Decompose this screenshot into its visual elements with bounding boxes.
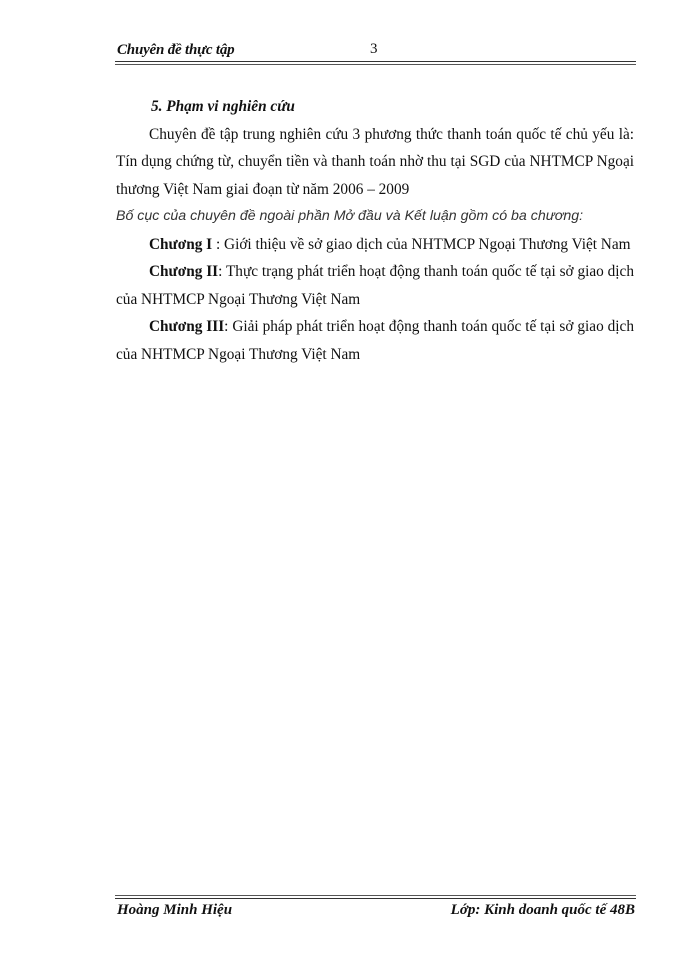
page-header	[117, 40, 635, 62]
page-footer	[117, 902, 635, 922]
chapter-1-paragraph	[116, 231, 634, 259]
section-heading: 5. Phạm vi nghiên cứu	[151, 98, 295, 115]
chapter-3-label: Chương III	[149, 318, 225, 335]
chapter-2-text: : Thực trạng phát triển hoạt động thanh toán quốc tế tại sở giao dịch của NHTMCP Ngoại Thương Việt Nam	[116, 263, 634, 308]
footer-divider	[115, 895, 636, 899]
structure-line: Bố cục của chuyên đề ngoài phần Mở đầu và Kết luận gồm có ba chương:	[116, 208, 584, 224]
chapter-2-paragraph	[116, 258, 634, 313]
intro-paragraph: Chuyên đề tập trung nghiên cứu 3 phương thức thanh toán quốc tế chủ yếu là: Tín dụng chứng từ, chuyển tiền và thanh toán nhờ thu tại SGD của NHTMCP Ngoại thương Việt Nam giai đoạn từ năm 2006 – 2009	[116, 125, 634, 198]
chapter-1-label: Chương I	[149, 235, 213, 253]
chapter-2-label: Chương II	[149, 263, 219, 280]
header-title: Chuyên đề thực tập	[117, 42, 235, 58]
chapter-3-text: : Giải pháp phát triển hoạt động thanh toán quốc tế tại sở giao dịch của NHTMCP Ngoại Thương Việt Nam	[116, 318, 634, 363]
footer-class: Lớp: Kinh doanh quốc tế 48B	[450, 902, 635, 918]
header-divider	[115, 61, 636, 65]
page-body	[116, 93, 634, 368]
footer-author: Hoàng Minh Hiệu	[117, 902, 233, 918]
page-number: 3	[370, 41, 378, 57]
chapter-1-text: : Giới thiệu về sở giao dịch của NHTMCP Ngoại Thương Việt Nam	[212, 235, 631, 253]
chapter-3-paragraph	[116, 313, 634, 368]
